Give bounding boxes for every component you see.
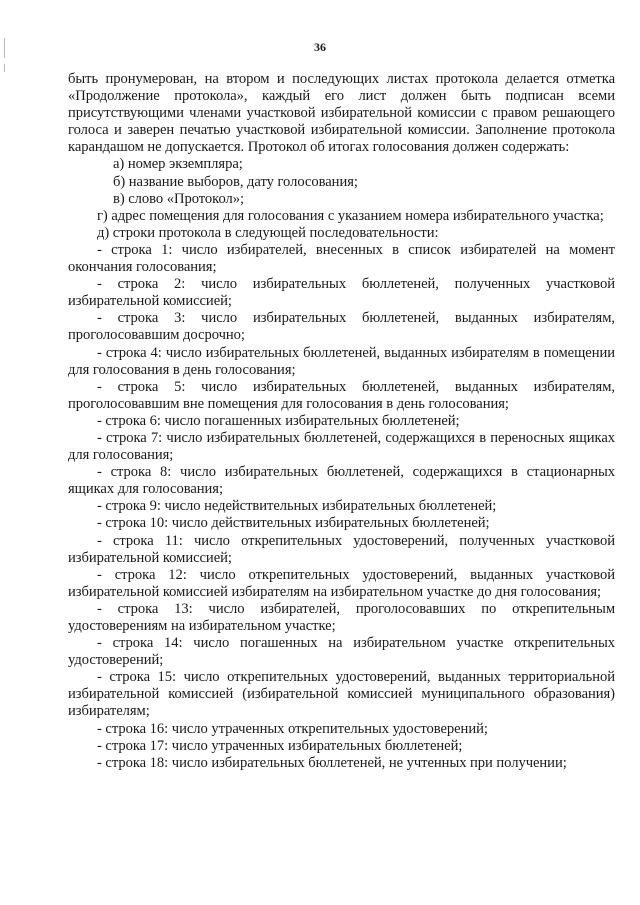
paragraph: - строка 11: число открепительных удостоверений, полученных участковой избирательной комиссией; — [68, 532, 615, 566]
paragraph: - строка 4: число избирательных бюллетеней, выданных избирателям в помещении для голосования в день голосования; — [68, 344, 615, 378]
paragraph: - строка 9: число недействительных избирательных бюллетеней; — [97, 498, 497, 515]
paragraph: - строка 8: число избирательных бюллетеней, содержащихся в стационарных ящиках для голосования; — [68, 464, 615, 498]
paragraph: быть пронумерован, на втором и последующих листах протокола делается отметка «Продолжение протокола», каждый его лист должен быть подписан всеми присутствующими членами участковой избирательной комиссии с правом решающего голоса и заверен печатью участковой избирательной комиссии. Заполнение протокола карандашом не допускается. Протокол об итогах голосования должен содержать: — [68, 71, 615, 156]
scan-margin-mark — [4, 64, 5, 72]
paragraph: - строка 5: число избирательных бюллетеней, выданных избирателям, проголосовавшим вне помещения для голосования в день голосования; — [68, 378, 615, 412]
paragraph: - строка 10: число действительных избирательных бюллетеней; — [97, 515, 490, 532]
paragraph: - строка 15: число открепительных удостоверений, выданных территориальной избирательной комиссией (избирательной комиссией муниципального образования) избирателям; — [68, 669, 615, 720]
paragraph: - строка 14: число погашенных на избирательном участке открепительных удостоверений; — [68, 635, 615, 669]
paragraph: - строка 6: число погашенных избирательных бюллетеней; — [97, 412, 460, 429]
paragraph: - строка 3: число избирательных бюллетеней, выданных избирателям, проголосовавшим досрочно; — [68, 310, 615, 344]
paragraph: - строка 7: число избирательных бюллетеней, содержащихся в переносных ящиках для голосования; — [68, 429, 615, 464]
paragraph: г) адрес помещения для голосования с указанием номера избирательного участка; — [97, 207, 604, 224]
paragraph: - строка 12: число открепительных удостоверений, выданных участковой избирательной комиссией избирателям на избирательном участке до дня голосования; — [68, 566, 615, 600]
paragraph: б) название выборов, дату голосования; — [113, 173, 358, 190]
page-number: 36 — [314, 40, 326, 54]
paragraph: д) строки протокола в следующей последовательности: — [97, 224, 439, 241]
paragraph: а) номер экземпляра; — [113, 156, 243, 173]
paragraph: - строка 18: число избирательных бюллетеней, не учтенных при получении; — [97, 754, 567, 771]
paragraph: - строка 2: число избирательных бюллетеней, полученных участковой избирательной комиссией; — [68, 276, 615, 310]
paragraph: - строка 13: число избирателей, проголосовавших по открепительным удостоверениям на избирательном участке; — [68, 600, 615, 634]
paragraph: - строка 16: число утраченных открепительных удостоверений; — [97, 720, 488, 737]
paragraph: - строка 1: число избирателей, внесенных в список избирателей на момент окончания голосования; — [68, 241, 615, 276]
paragraph: - строка 17: число утраченных избирательных бюллетеней; — [97, 737, 463, 754]
paragraph: в) слово «Протокол»; — [113, 190, 244, 207]
document-body — [68, 71, 615, 772]
